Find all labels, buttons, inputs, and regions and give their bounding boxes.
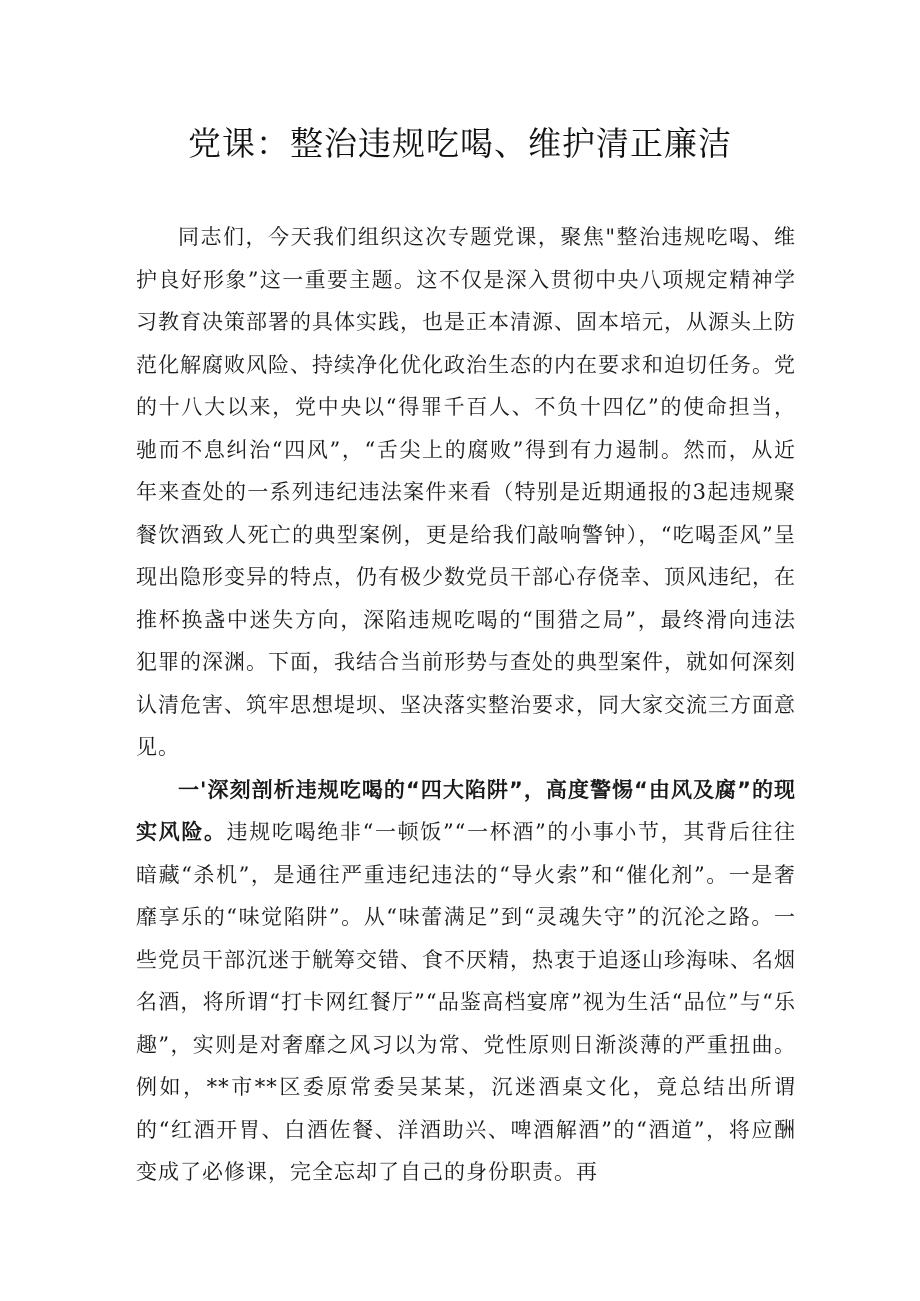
section-1-paragraph: [136, 769, 796, 1194]
section-1-body: 违规吃喝绝非“一顿饭”“一杯酒”的小事小节，其背后往往暗藏“杀机”，是通往严重违纪违法的“导火索”和“催化剂”。一是奢靡享乐的“味觉陷阱”。从“味蕾满足”到“灵魂失守”的沉沦之路。一些党员干部沉迷于觥筹交错、食不厌精，热衷于追逐山珍海味、名烟名酒，将所谓“打卡网红餐厅”“品鉴高档宴席”视为生活“品位”与“乐趣”，实则是对奢靡之风习以为常、党性原则日渐淡薄的严重扭曲。例如，**市**区委原常委吴某某，沉迷酒桌文化，竟总结出所谓的“红酒开胃、白酒佐餐、洋酒助兴、啤酒解酒”的“酒道”，将应酬变成了必修课，完全忘却了自己的身份职责。再: [136, 820, 797, 1184]
intro-paragraph: 同志们，今天我们组织这次专题党课，聚焦"整治违规吃喝、维护良好形象”这一重要主题。这不仅是深入贯彻中央八项规定精神学习教育决策部署的具体实践，也是正本清源、固本培元，从源头上防范化解腐败风险、持续净化优化政治生态的内在要求和迫切任务。党的十八大以来，党中央以“得罪千百人、不负十四亿”的使命担当，驰而不息纠治“四风”，“舌尖上的腐败”得到有力遏制。然而，从近年来查处的一系列违纪违法案件来看（特别是近期通报的3起违规聚餐饮酒致人死亡的典型案例，更是给我们敲响警钟），“吃喝歪风”呈现出隐形变异的特点，仍有极少数党员干部心存侥幸、顶风违纪，在推杯换盏中迷失方向，深陷违规吃喝的“围猎之局”，最终滑向违法犯罪的深渊。下面，我结合当前形势与查处的典型案件，就如何深刻认清危害、筑牢思想堤坝、坚决落实整治要求，同大家交流三方面意见。: [136, 225, 796, 759]
section-1-heading: 一'深刻剖析违规吃喝的“四大陷阱”，高度警惕“由风及腐”的现实风险。: [136, 777, 796, 844]
document-title: 党课：整治违规吃喝、维护清正廉洁: [188, 124, 732, 163]
document-body: [136, 216, 796, 1194]
